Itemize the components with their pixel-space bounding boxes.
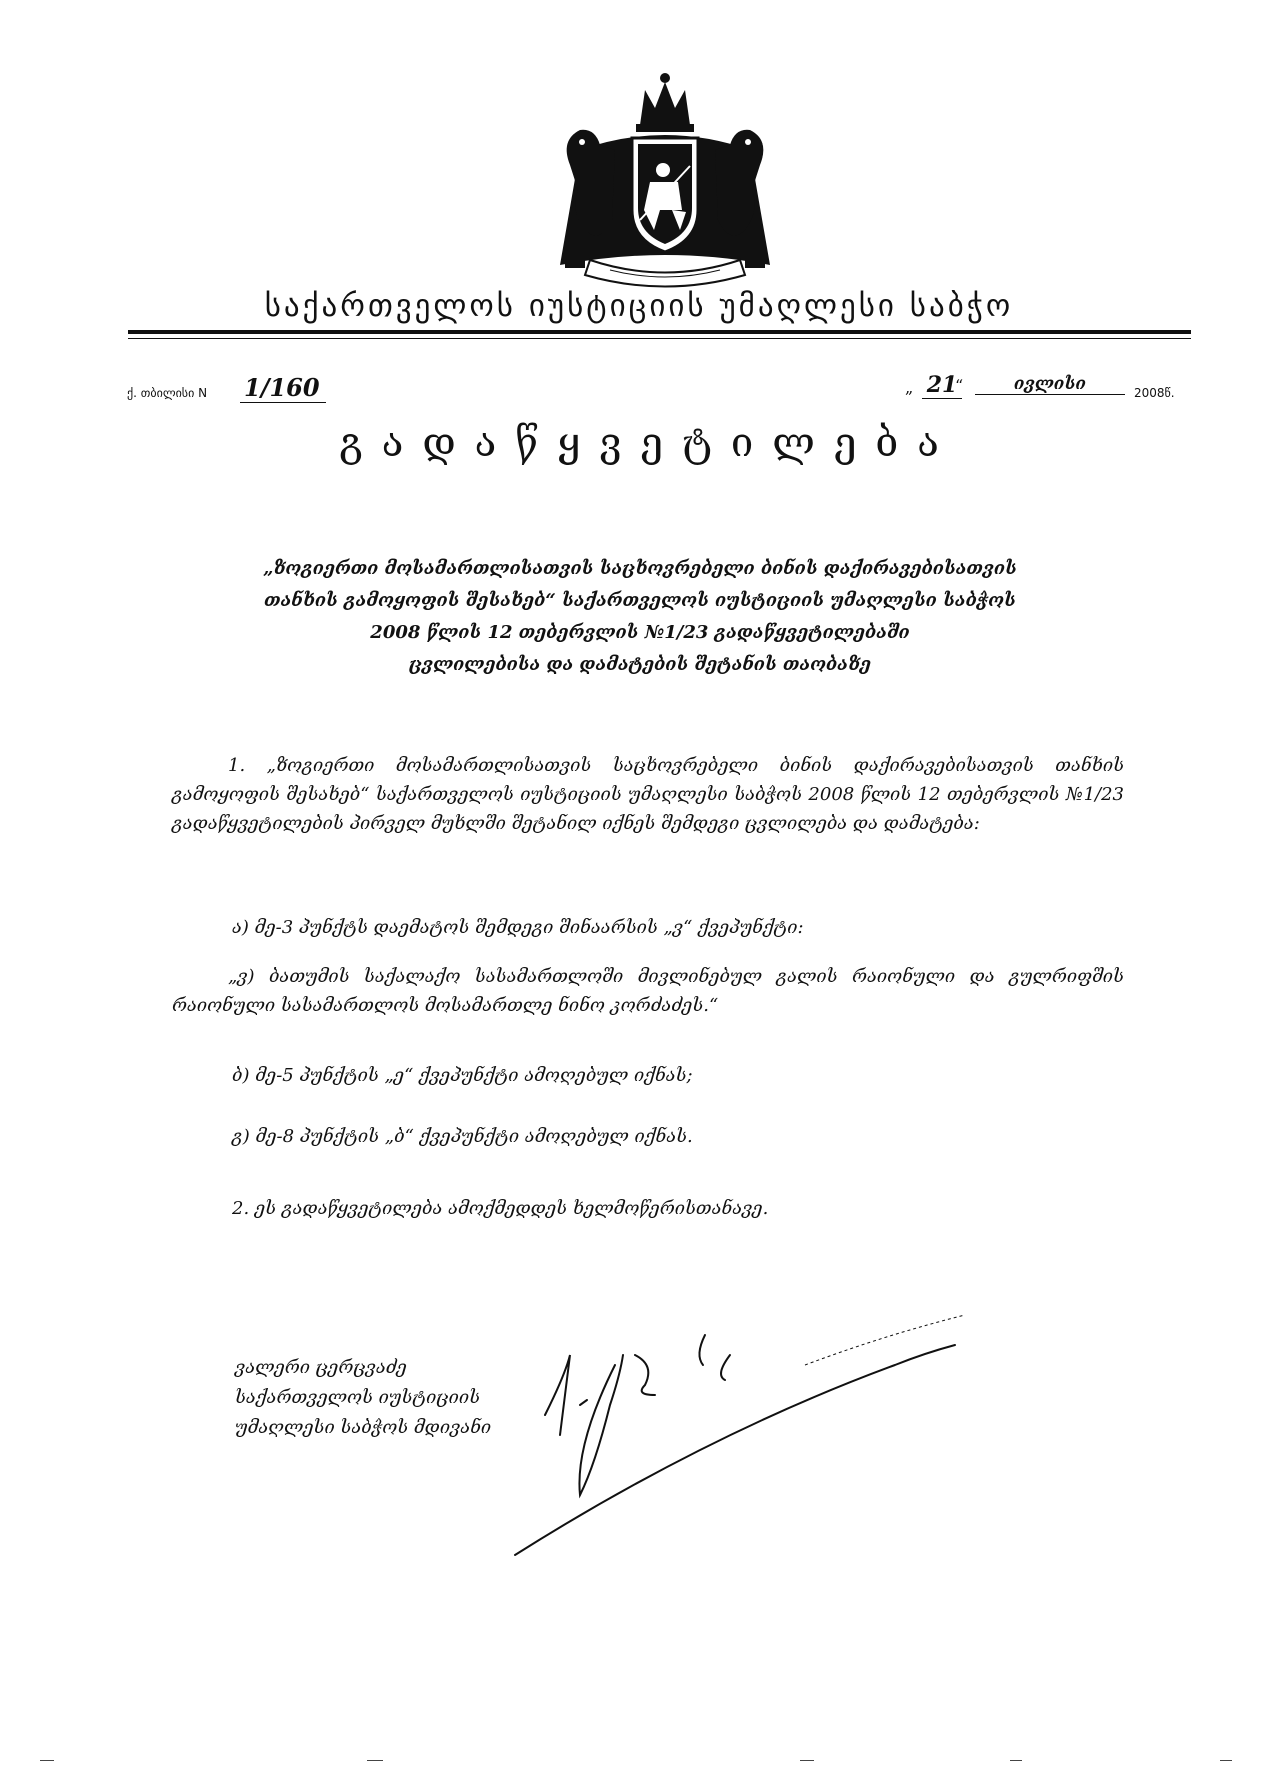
subject-line: „ზოგიერთი მოსამართლისათვის საცხოვრებელი ბინის დაქირავებისათვის [263,558,1017,579]
header-rule-thick [128,330,1191,334]
subparagraph-a: ა) მე-3 პუნქტს დაემატოს შემდეგი შინაარსის „ვ“ ქვეპუნქტი: [232,917,804,938]
signer-position: უმაღლესი საბჭოს მდივანი [235,1417,492,1438]
document-number: 1/160 [240,373,326,403]
handwritten-signature [505,1295,1005,1565]
coat-of-arms-emblem [540,70,790,290]
subject-line: ცვლილებისა და დამატების შეტანის თაობაზე [408,654,872,675]
subject-line: თანხის გამოყოფის შესახებ“ საქართველოს იუსტიციის უმაღლესი საბჭოს [264,590,1016,611]
paragraph-1: 1. „ზოგიერთი მოსამართლისათვის საცხოვრებელი ბინის დაქირავებისათვის თანხის გამოყოფის შესახებ“ საქართველოს იუსტიციის უმაღლესი საბჭოს 2008 წლის 12 თებერვლის №1/23 გადაწყვეტილების პირველ მუხლში შეტანილ იქნეს შემდეგი ცვლილება და დამატება: [172,755,1124,834]
date-month: ივლისი [975,374,1125,395]
scan-artifact [1010,1760,1022,1761]
document-type-title: გადაწყვეტილება [339,420,958,466]
issuing-body-name: საქართველოს იუსტიციის უმაღლესი საბჭო [264,288,1014,324]
subparagraph-b: ბ) მე-5 პუნქტის „ე“ ქვეპუნქტი ამოღებულ იქნას; [232,1065,693,1086]
subject-line: 2008 წლის 12 თებერვლის №1/23 გადაწყვეტილებაში [370,622,910,643]
city-number-label: ქ. თბილისი N [127,386,208,400]
date-day: 21 [922,372,962,399]
date-close-quote: “ [955,376,964,395]
header-rule-thin [128,338,1191,339]
document-subject [140,553,1140,681]
inserted-subpoint-text: „ვ) ბათუმის საქალაქო სასამართლოში მივლინებულ გალის რაიონული და გულრიფშის რაიონული სასამართლოს მოსამართლე ნინო კორძაძეს.“ [172,966,1124,1016]
paragraph-2: 2. ეს გადაწყვეტილება ამოქმედდეს ხელმოწერისთანავე. [232,1198,769,1219]
signer-block [235,1353,491,1443]
date-year: 2008წ. [1134,386,1175,400]
scan-artifact [1220,1760,1232,1761]
signer-position: საქართველოს იუსტიციის [235,1387,481,1408]
scan-artifact [800,1760,814,1761]
date-open-quote: „ [905,378,914,397]
scan-artifact [40,1760,54,1761]
subparagraph-g: გ) მე-8 პუნქტის „ბ“ ქვეპუნქტი ამოღებულ იქნას. [232,1126,693,1147]
signer-name: ვალერი ცერცვაძე [235,1357,407,1378]
scan-artifact [367,1760,383,1761]
